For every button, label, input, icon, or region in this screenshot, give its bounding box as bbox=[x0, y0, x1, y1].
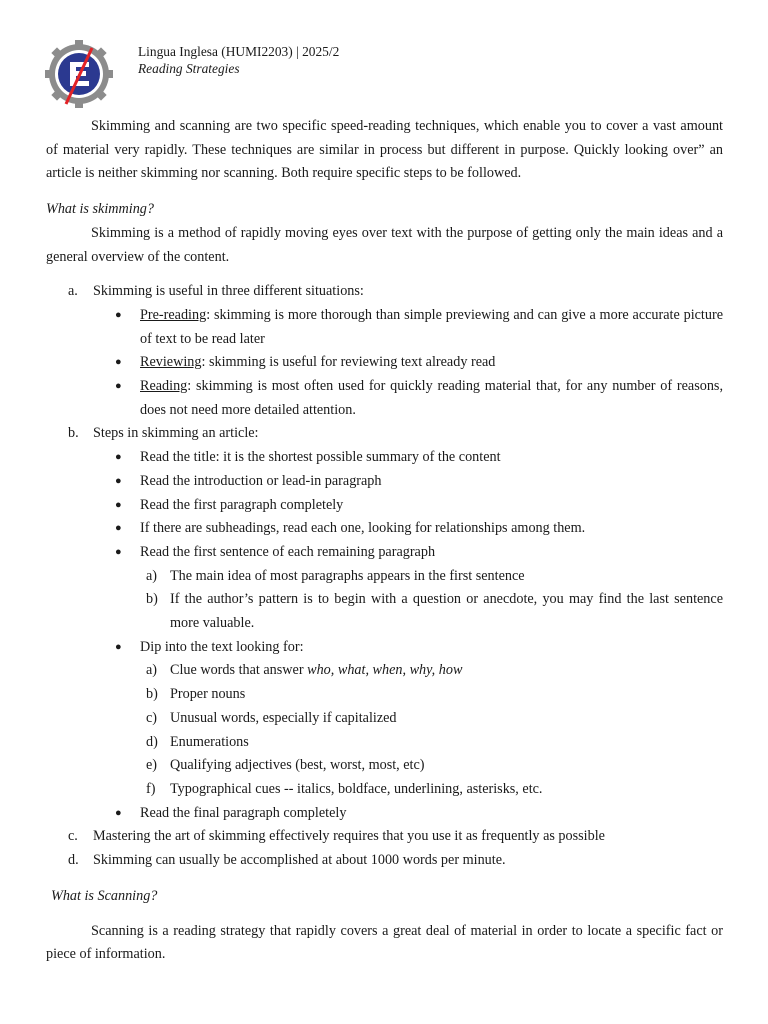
term: Reviewing bbox=[140, 354, 202, 371]
term-description: : skimming is more thorough than simple previewing and can give a more accurate picture of text to be read later bbox=[140, 306, 723, 347]
list-item-text: If there are subheadings, read each one, looking for relationships among them. bbox=[140, 520, 586, 537]
list-item bbox=[140, 683, 723, 707]
list-item bbox=[140, 778, 723, 802]
list-item-text: Skimming can usually be accomplished at about 1000 words per minute. bbox=[93, 852, 506, 869]
document-header bbox=[138, 43, 339, 77]
skimming-definition: Skimming is a method of rapidly moving eyes over text with the purpose of getting only the main ideas and a general overview of the content. bbox=[46, 224, 723, 265]
list-item-b bbox=[46, 422, 723, 825]
steps-list bbox=[93, 446, 723, 825]
list-item bbox=[140, 707, 723, 731]
bullet-icon: ● bbox=[115, 451, 122, 464]
list-item-text: Dip into the text looking for: bbox=[140, 638, 304, 655]
list-item-text: Enumerations bbox=[170, 733, 249, 750]
bullet-icon: ● bbox=[115, 498, 122, 511]
list-item bbox=[140, 754, 723, 778]
list-item bbox=[93, 470, 723, 494]
first-sentence-sublist bbox=[140, 565, 723, 636]
term: Reading bbox=[140, 378, 188, 395]
bullet-icon: ● bbox=[115, 308, 122, 321]
list-item-text: Read the final paragraph completely bbox=[140, 804, 347, 821]
scanning-heading: What is Scanning? bbox=[51, 887, 158, 904]
list-item-text: Mastering the art of skimming effectively requires that you use it as frequently as possible bbox=[93, 828, 605, 845]
document-body bbox=[46, 115, 723, 967]
list-marker: d) bbox=[146, 733, 158, 750]
list-item-text: Read the first paragraph completely bbox=[140, 496, 344, 513]
document-subtitle: Reading Strategies bbox=[138, 61, 240, 76]
list-marker: a) bbox=[146, 662, 158, 679]
list-item bbox=[140, 731, 723, 755]
list-marker: d. bbox=[68, 852, 79, 869]
list-item bbox=[140, 659, 723, 683]
bullet-icon: ● bbox=[115, 545, 122, 558]
intro-paragraph: Skimming and scanning are two specific speed-reading techniques, which enable you to cover a vast amount of material very rapidly. These techniques are similar in process but different in purpose. Quickly looking over” an article is neither skimming nor scanning. Both require specific steps to be followed. bbox=[46, 118, 723, 182]
bullet-icon: ● bbox=[115, 380, 122, 393]
list-item bbox=[93, 304, 723, 351]
list-item-a bbox=[46, 280, 723, 422]
list-item bbox=[140, 588, 723, 635]
scanning-definition: Scanning is a reading strategy that rapidly covers a great deal of material in order to locate a specific fact or piece of information. bbox=[46, 922, 723, 963]
list-item bbox=[93, 375, 723, 422]
list-item bbox=[93, 802, 723, 826]
list-marker: a. bbox=[68, 283, 78, 300]
list-marker: c. bbox=[68, 828, 78, 845]
course-title: Lingua Inglesa (HUMI2203) | 2025/2 bbox=[138, 44, 340, 59]
list-item-text: Unusual words, especially if capitalized bbox=[170, 709, 397, 726]
list-item-text: Read the first sentence of each remaining paragraph bbox=[140, 543, 436, 560]
bullet-icon: ● bbox=[115, 356, 122, 369]
list-marker: c) bbox=[146, 709, 158, 726]
list-item bbox=[93, 517, 723, 541]
list-item bbox=[93, 636, 723, 802]
list-item-text: Proper nouns bbox=[170, 686, 246, 703]
bullet-icon: ● bbox=[115, 522, 122, 535]
list-marker: b. bbox=[68, 425, 79, 442]
list-item bbox=[140, 565, 723, 589]
skimming-heading: What is skimming? bbox=[46, 201, 154, 218]
list-item-text: Clue words that answer bbox=[170, 662, 308, 679]
list-item-text: The main idea of most paragraphs appears in the first sentence bbox=[170, 567, 525, 584]
list-item-c bbox=[46, 825, 723, 849]
list-marker: e) bbox=[146, 757, 158, 774]
institution-logo-icon bbox=[42, 40, 116, 108]
list-item-d bbox=[46, 849, 723, 873]
list-item-text: If the author’s pattern is to begin with a question or anecdote, you may find the last sentence more valuable. bbox=[170, 591, 723, 632]
list-item-text: Skimming is useful in three different situations: bbox=[93, 283, 364, 300]
list-marker: b) bbox=[146, 686, 158, 703]
list-item-text: Read the title: it is the shortest possible summary of the content bbox=[140, 449, 501, 466]
list-item bbox=[93, 541, 723, 636]
term-description: : skimming is most often used for quickly reading material that, for any number of reasons, does not need more detailed attention. bbox=[140, 378, 723, 418]
skimming-list bbox=[46, 280, 723, 873]
bullet-icon: ● bbox=[115, 640, 122, 653]
dip-sublist bbox=[140, 659, 723, 801]
list-item-text: Qualifying adjectives (best, worst, most, etc) bbox=[170, 757, 425, 774]
bullet-icon: ● bbox=[115, 474, 122, 487]
list-item-text: Steps in skimming an article: bbox=[93, 425, 259, 442]
bullet-icon: ● bbox=[115, 806, 122, 819]
term-description: : skimming is useful for reviewing text already read bbox=[201, 354, 496, 371]
situations-list bbox=[93, 304, 723, 423]
term: Pre-reading bbox=[140, 306, 207, 323]
list-marker: f) bbox=[146, 780, 156, 797]
list-item-text: Read the introduction or lead-in paragraph bbox=[140, 472, 382, 489]
list-item bbox=[93, 494, 723, 518]
list-item bbox=[93, 446, 723, 470]
list-marker: b) bbox=[146, 591, 158, 608]
clue-words: who, what, when, why, how bbox=[307, 662, 463, 679]
list-item bbox=[93, 351, 723, 375]
list-marker: a) bbox=[146, 567, 158, 584]
list-item-text: Typographical cues -- italics, boldface, underlining, asterisks, etc. bbox=[170, 780, 543, 797]
